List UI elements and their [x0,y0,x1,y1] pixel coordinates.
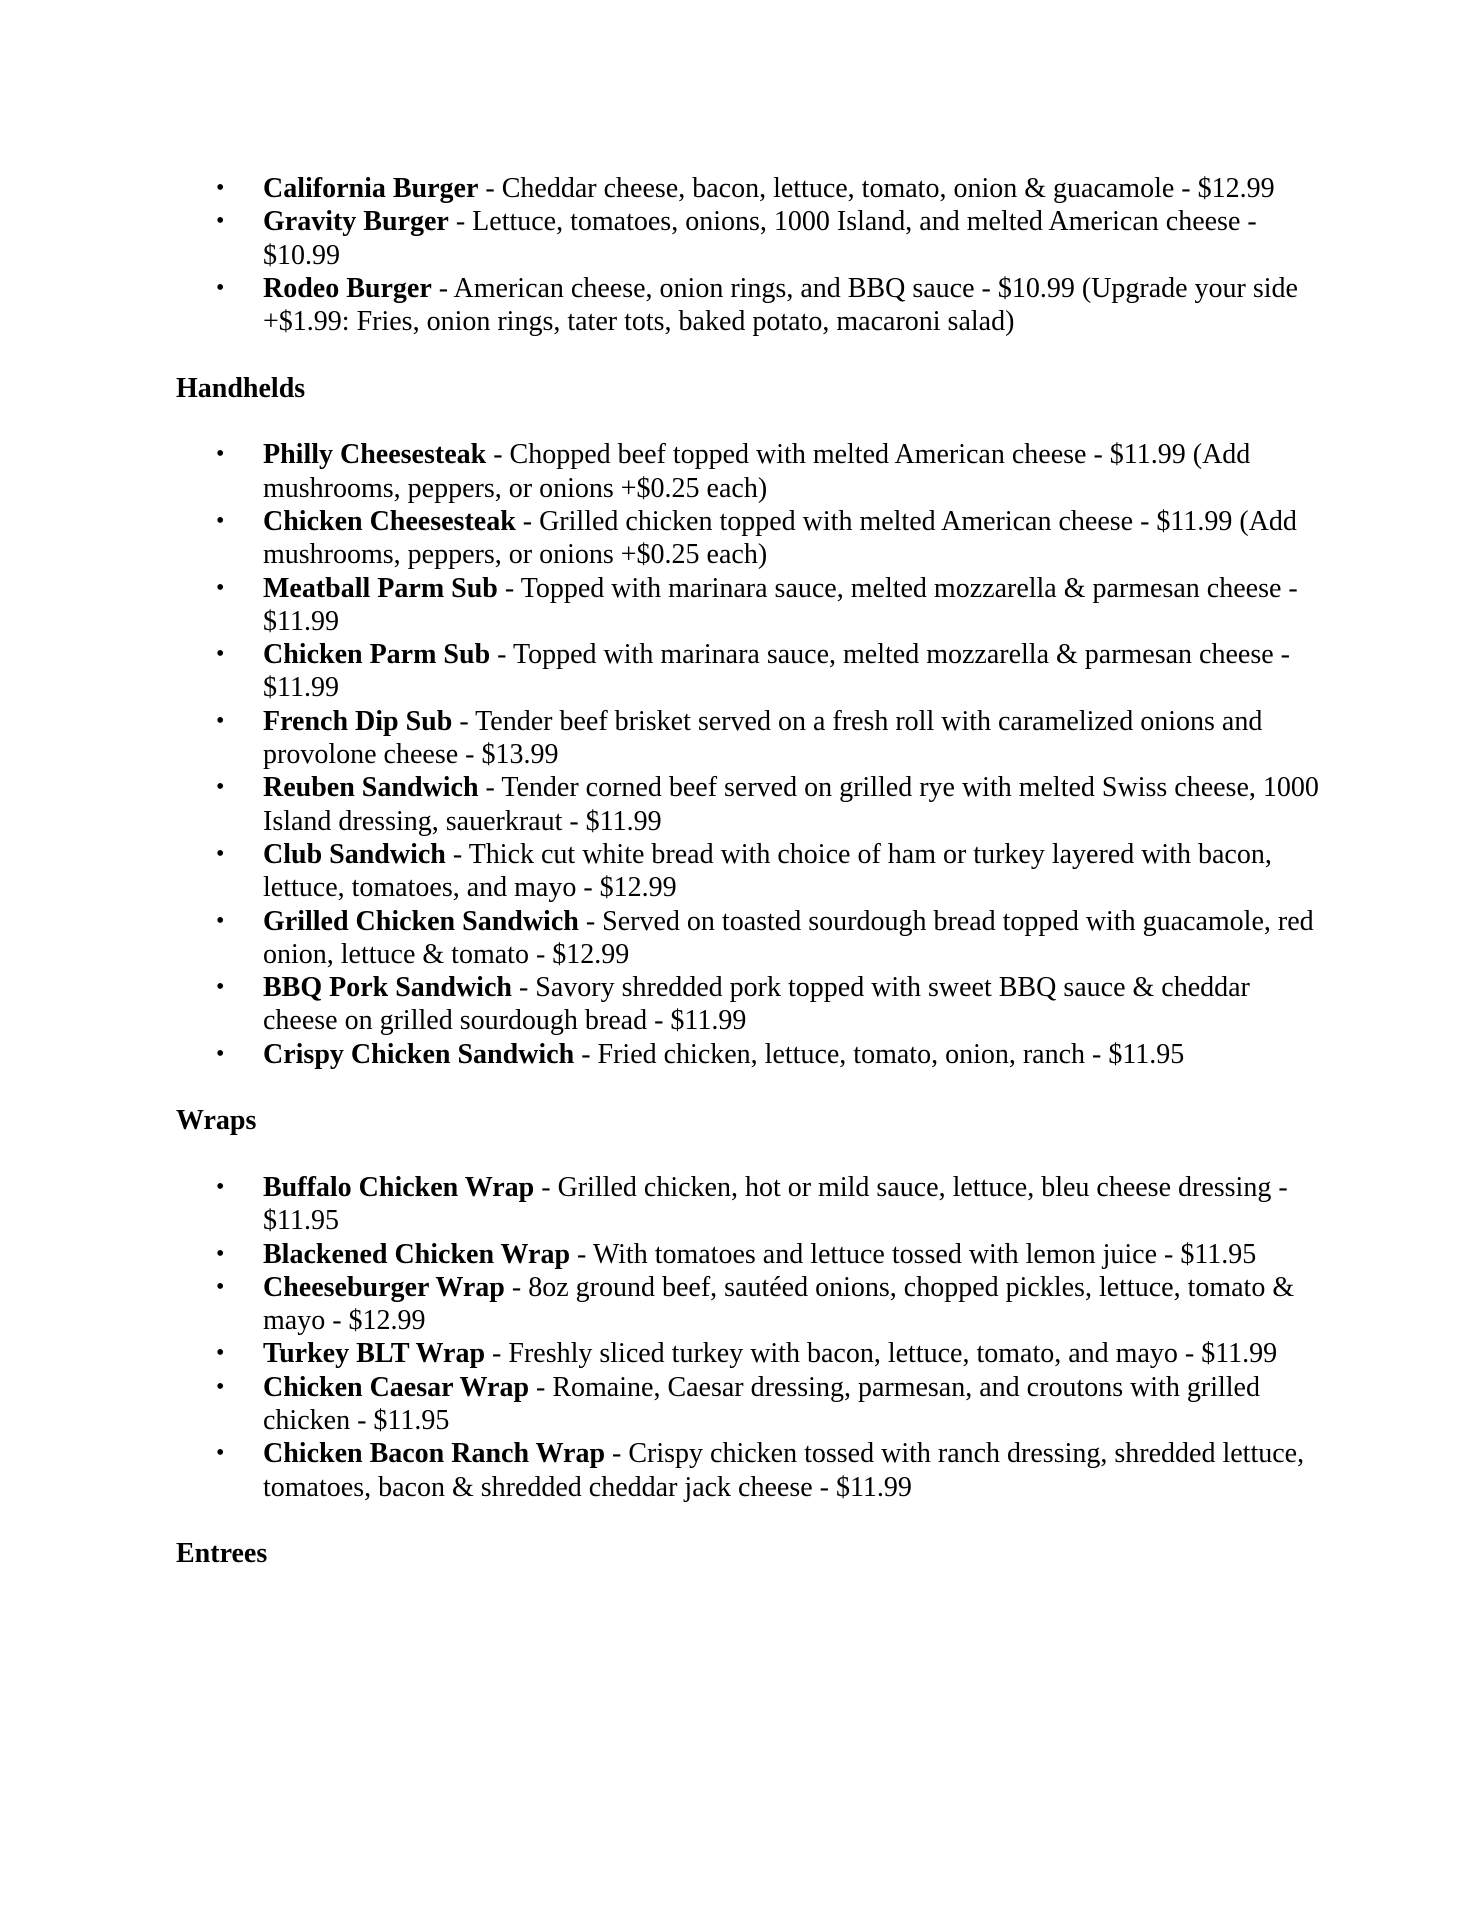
bullet-icon: • [216,774,225,801]
item-description: - With tomatoes and lettuce tossed with lemon juice - $11.95 [570,1238,1257,1270]
list-item [176,205,1324,272]
bullet-icon: • [216,907,225,934]
item-description: - Topped with marinara sauce, melted mozzarella & parmesan cheese - $11.99 [263,572,1298,637]
item-description: - 8oz ground beef, sautéed onions, chopped pickles, lettuce, tomato & mayo - $12.99 [263,1271,1295,1337]
item-name: Meatball Parm Sub [263,572,498,604]
bullet-icon: • [216,1173,225,1200]
bullet-icon: • [216,1240,225,1267]
handhelds-list [176,438,1324,1071]
list-item [176,505,1324,572]
section-heading-handhelds: Handhelds [176,372,306,404]
item-description: - Tender corned beef served on grilled rye with melted Swiss cheese, 1000 Island dressing, sauerkraut - $11.99 [263,772,1319,837]
item-description: - Romaine, Caesar dressing, parmesan, and croutons with grilled chicken - $11.95 [263,1371,1260,1436]
item-description: - Topped with marinara sauce, melted mozzarella & parmesan cheese - $11.99 [263,639,1290,704]
item-description: - Thick cut white bread with choice of ham or turkey layered with bacon, lettuce, tomatoes, and mayo - $12.99 [263,838,1272,904]
item-description: - American cheese, onion rings, and BBQ sauce - $10.99 (Upgrade your side +$1.99: Fries, onion rings, tater tots, baked potato, macaroni salad) [263,272,1298,338]
item-description: - Cheddar cheese, bacon, lettuce, tomato, onion & guacamole - $12.99 [478,173,1275,204]
item-description: - Fried chicken, lettuce, tomato, onion, ranch - $11.95 [574,1038,1185,1070]
bullet-icon: • [216,974,225,1001]
list-item [176,1337,1324,1370]
list-item [176,1171,1324,1238]
bullet-icon: • [216,641,225,668]
list-item [176,572,1324,639]
item-description: - Grilled chicken, hot or mild sauce, lettuce, bleu cheese dressing - $11.95 [263,1171,1288,1237]
item-description: - Tender beef brisket served on a fresh roll with caramelized onions and provolone cheese - $13.99 [263,705,1263,771]
item-description: - Grilled chicken topped with melted American cheese - $11.99 (Add mushrooms, peppers, or onions +$0.25 each) [263,505,1297,571]
list-item [176,1238,1324,1271]
item-name: Buffalo Chicken Wrap [263,1171,535,1203]
list-item [176,905,1324,972]
item-name: Grilled Chicken Sandwich [263,905,579,937]
bullet-icon: • [216,574,225,601]
section-heading-wraps: Wraps [176,1105,257,1137]
item-name: Chicken Parm Sub [263,639,491,671]
item-name: Gravity Burger [263,206,449,238]
bullet-icon: • [216,1340,225,1367]
item-name: BBQ Pork Sandwich [263,972,512,1004]
item-name: California Burger [263,173,479,204]
bullet-icon: • [216,840,225,867]
bullet-icon: • [216,707,225,734]
list-item [176,705,1324,772]
list-item [176,838,1324,905]
item-name: Crispy Chicken Sandwich [263,1038,575,1070]
section-heading-entrees: Entrees [176,1538,268,1570]
item-name: French Dip Sub [263,705,453,737]
item-description: - Freshly sliced turkey with bacon, lettuce, tomato, and mayo - $11.99 [485,1338,1278,1370]
item-name: Chicken Caesar Wrap [263,1371,530,1403]
item-description: - Lettuce, tomatoes, onions, 1000 Island, and melted American cheese - $10.99 [263,206,1257,271]
bullet-icon: • [216,441,225,468]
bullet-icon: • [216,1440,225,1467]
item-name: Blackened Chicken Wrap [263,1238,571,1270]
item-name: Rodeo Burger [263,272,432,304]
list-item [176,971,1324,1038]
burgers-list [176,172,1324,338]
item-name: Chicken Cheesesteak [263,505,516,537]
bullet-icon: • [216,175,225,201]
list-item [176,438,1324,505]
list-item [176,172,1324,205]
bullet-icon: • [216,507,225,534]
bullet-icon: • [216,274,225,301]
list-item [176,1038,1324,1071]
item-description: - Chopped beef topped with melted American cheese - $11.99 (Add mushrooms, peppers, or onions +$0.25 each) [263,439,1251,504]
list-item [176,771,1324,838]
item-description: - Crispy chicken tossed with ranch dressing, shredded lettuce, tomatoes, bacon & shredded cheddar jack cheese - $11.99 [263,1438,1305,1503]
wraps-list [176,1171,1324,1504]
list-item [176,1371,1324,1438]
item-name: Cheeseburger Wrap [263,1271,505,1303]
item-name: Club Sandwich [263,838,446,870]
bullet-icon: • [216,1040,225,1067]
bullet-icon: • [216,1273,225,1300]
item-name: Turkey BLT Wrap [263,1338,486,1370]
list-item [176,1271,1324,1338]
item-name: Philly Cheesesteak [263,439,487,471]
list-item [176,638,1324,705]
item-name: Chicken Bacon Ranch Wrap [263,1438,606,1470]
bullet-icon: • [216,1373,225,1400]
item-name: Reuben Sandwich [263,772,479,804]
bullet-icon: • [216,208,225,235]
item-description: - Savory shredded pork topped with sweet BBQ sauce & cheddar cheese on grilled sourdough bread - $11.99 [263,972,1250,1037]
list-item [176,272,1324,339]
item-description: - Served on toasted sourdough bread topped with guacamole, red onion, lettuce & tomato - $12.99 [263,905,1314,970]
list-item [176,1437,1324,1504]
